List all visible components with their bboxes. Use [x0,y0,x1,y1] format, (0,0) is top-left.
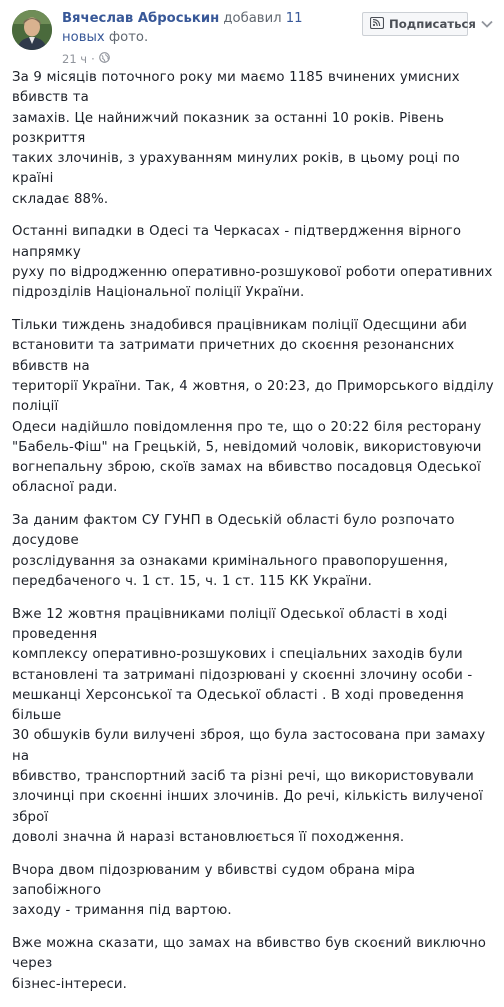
post-header [0,0,504,66]
follow-button-label: Подписаться [389,17,476,31]
post-meta [62,52,110,66]
action-prefix: добавил [223,11,282,26]
post-title [62,9,348,47]
post-paragraph: Вже можна сказати, що замах на вбивство був скоєний виключно через бізнес-інтереси. [12,935,487,992]
post-paragraph: За 9 місяців поточного року ми маємо 1185 вчинених умисних вбивств та замахів. Це найнижчий показник за останні 10 років. Рівень розкриття таких злочинів, з урахуванням минулих років, в цьому році по країні складає 88%. [12,70,460,207]
globe-icon [99,52,110,66]
post-body [12,68,496,1007]
author-name[interactable]: Вячеслав Аброськин [62,11,220,26]
avatar[interactable] [12,10,52,50]
chevron-down-icon [481,13,493,32]
post-paragraph: За даним фактом СУ ГУНП в Одеській області було розпочато досудове розслідування за ознаками кримінального правопорушення, передбаченого ч. 1 ст. 15, ч. 1 ст. 115 КК України. [12,513,455,589]
rss-icon [370,17,389,32]
meta-separator: · [91,52,95,66]
photos-link[interactable]: 11 новых [62,11,303,45]
post-paragraph: Останні випадки в Одесі та Черкасах - підтвердження вірного напрямку руху по відродженню оперативно-розшукової роботи оперативних підрозділів Національної поліції України. [12,224,493,301]
follow-button[interactable] [362,12,476,36]
post-paragraph: Тільки тиждень знадобився працівникам поліції Одесщини аби встановити та затримати причетних до скоєння резонансних вбивств на території України. Так, 4 жовтня, о 20:23, до Приморського відділу поліції Одеси надійшло повідомлення про те, що о 20:22 біля ресторану "Бабель-Фіш" на Грецькій, 5, невідомий чоловік, використовуючи вогнепальну зброю, скоїв замах на вбивство посадовця Одеської обласної ради. [12,318,494,496]
action-suffix: фото. [108,30,149,45]
post-paragraph: Вже 12 жовтня працівниками поліції Одеської області в ході проведення комплексу оперативно-розшукових і спеціальних заходів були встановлені та затримані підозрювані у скоєнні злочину особи - мешканці Херсонської та Одеської області . В ході проведення більше 30 обшуків були вилучені зброя, що була застосована при замаху на вбивство, транспортний засіб та різні речі, що використовували злочинці при скоєнні інших злочинів. До речі, кількість вилученої зброї доволі значна й наразі встановлюється її походження. [12,606,486,845]
more-options-button[interactable] [478,12,496,32]
post-paragraph: Вчора двом підозрюваним у вбивстві судом обрана міра запобіжного заходу - тримання під вартою. [12,862,416,919]
post-timestamp[interactable]: 21 ч [62,52,88,66]
